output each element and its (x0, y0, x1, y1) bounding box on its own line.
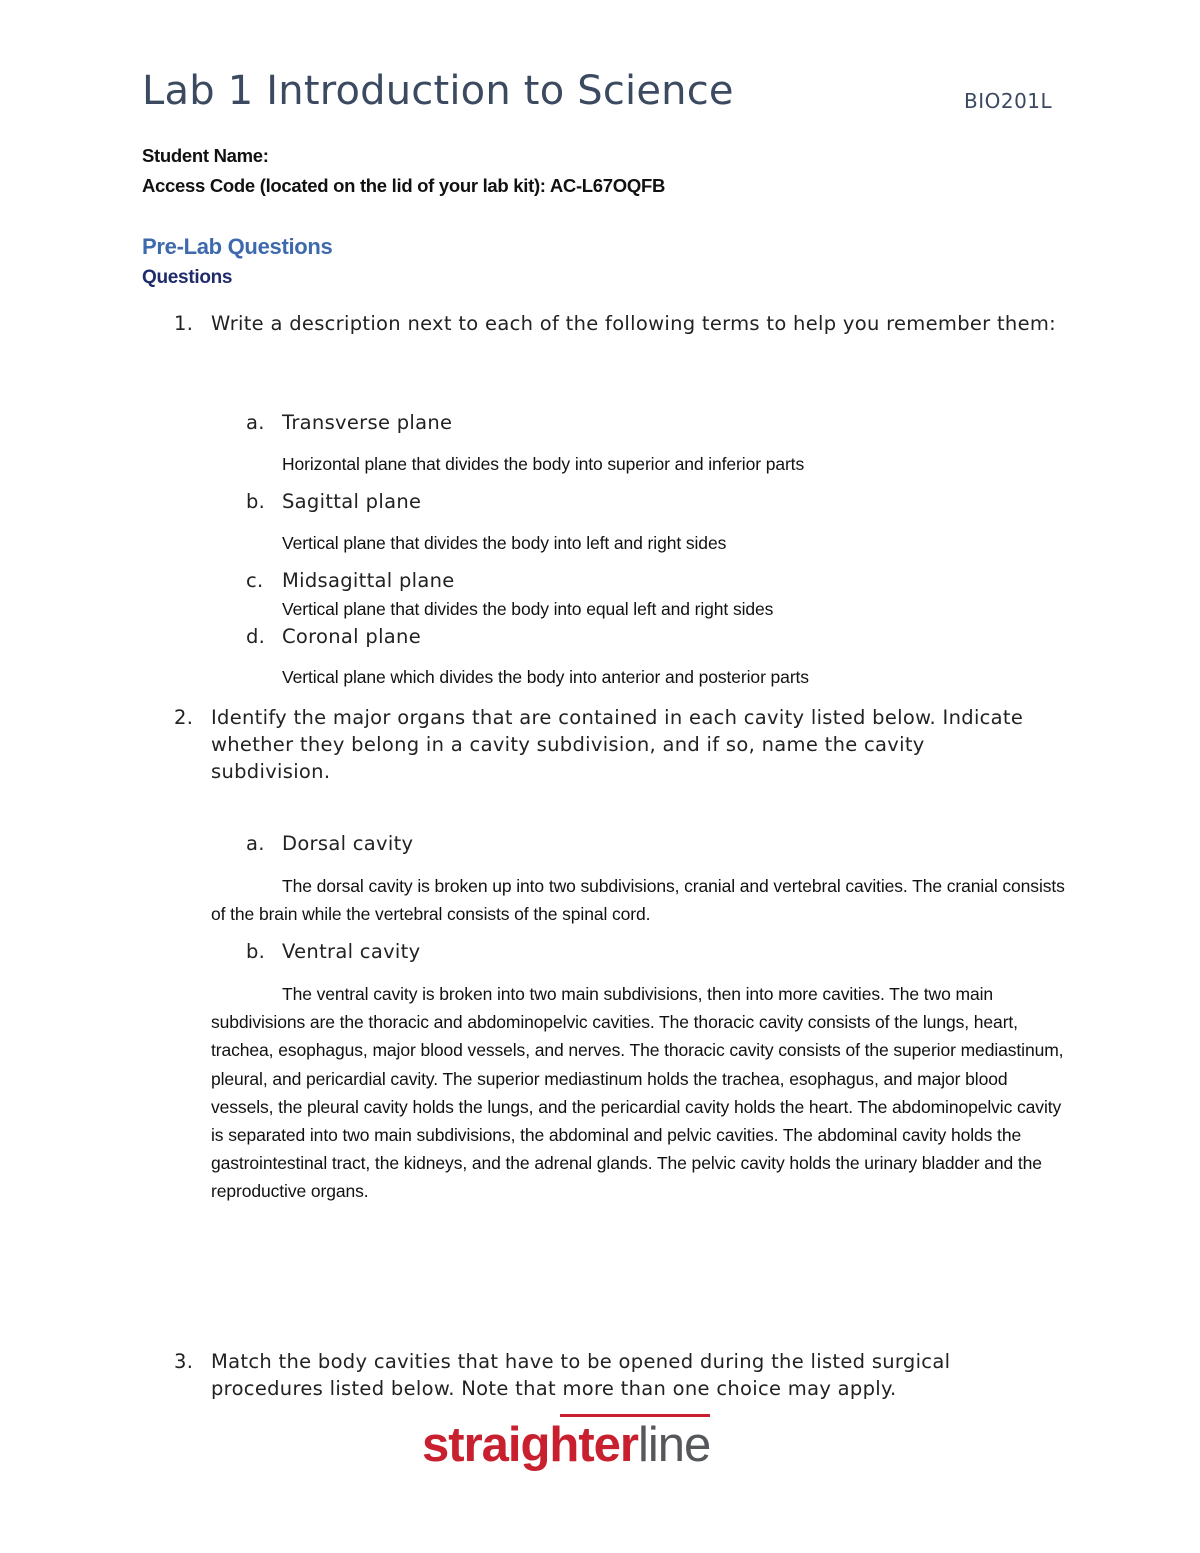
item-letter: a. (246, 411, 265, 434)
answer-text: Horizontal plane that divides the body into superior and inferior parts (282, 454, 805, 474)
item-letter: b. (246, 490, 266, 513)
straighterline-logo (422, 1410, 710, 1480)
answer-text: Vertical plane that divides the body into equal left and right sides (282, 599, 774, 619)
term-label: Dorsal cavity (282, 832, 414, 855)
answer-text: Vertical plane which divides the body into anterior and posterior parts (282, 667, 809, 687)
term-label: Transverse plane (282, 411, 453, 434)
answer-paragraph (211, 980, 1071, 1206)
term-label: Ventral cavity (282, 940, 421, 963)
item-letter: b. (246, 940, 266, 963)
section-heading: Pre-Lab Questions (142, 234, 333, 259)
student-name-label: Student Name: (142, 145, 269, 166)
question-number: 1. (174, 312, 194, 335)
term-label: Sagittal plane (282, 490, 422, 513)
answer-paragraph (211, 872, 1071, 928)
item-letter: d. (246, 625, 266, 648)
access-code-label: Access Code (located on the lid of your lab kit): AC-L67OQFB (142, 175, 666, 196)
item-letter: a. (246, 832, 265, 855)
question-number: 2. (174, 706, 194, 729)
question-text: Write a description next to each of the following terms to help you remember them: (211, 312, 1057, 335)
item-letter: c. (246, 569, 264, 592)
question-text: Match the body cavities that have to be opened during the listed surgical procedures listed below. Note that more than one choice may apply. (211, 1350, 951, 1400)
term-label: Coronal plane (282, 625, 421, 648)
answer-text: Vertical plane that divides the body into left and right sides (282, 533, 727, 553)
course-code: BIO201L (964, 89, 1053, 113)
question-number: 3. (174, 1350, 194, 1373)
term-label: Midsagittal plane (282, 569, 455, 592)
section-subheading: Questions (142, 267, 233, 288)
answer-text: The dorsal cavity is broken up into two subdivisions, cranial and vertebral cavities. The cranial consists of the brain while the vertebral consists of the spinal cord. (211, 876, 1065, 925)
logo-light-text: line (638, 1418, 711, 1472)
answer-text: The ventral cavity is broken into two main subdivisions, then into more cavities. The two main subdivisions are the thoracic and abdominopelvic cavities. The thoracic cavity consists of the lungs, heart, trachea, esophagus, major blood vessels, and nerves. The thoracic cavity consists of the superior mediastinum, pleural, and pericardial cavity. The superior mediastinum holds the trachea, esophagus, and major blood vessels, the pleural cavity holds the lungs, and the pericardial cavity holds the heart. The abdominopelvic cavity is separated into two main subdivisions, the abdominal and pelvic cavities. The abdominal cavity holds the gastrointestinal tract, the kidneys, and the adrenal glands. The pelvic cavity holds the urinary bladder and the reproductive organs. (211, 984, 1064, 1202)
document-title: Lab 1 Introduction to Science (142, 68, 734, 114)
logo-bold-text: straighter (422, 1418, 639, 1472)
question-text: Identify the major organs that are contained in each cavity listed below. Indicate whether they belong in a cavity subdivision, and if so, name the cavity subdivision. (211, 706, 1024, 783)
